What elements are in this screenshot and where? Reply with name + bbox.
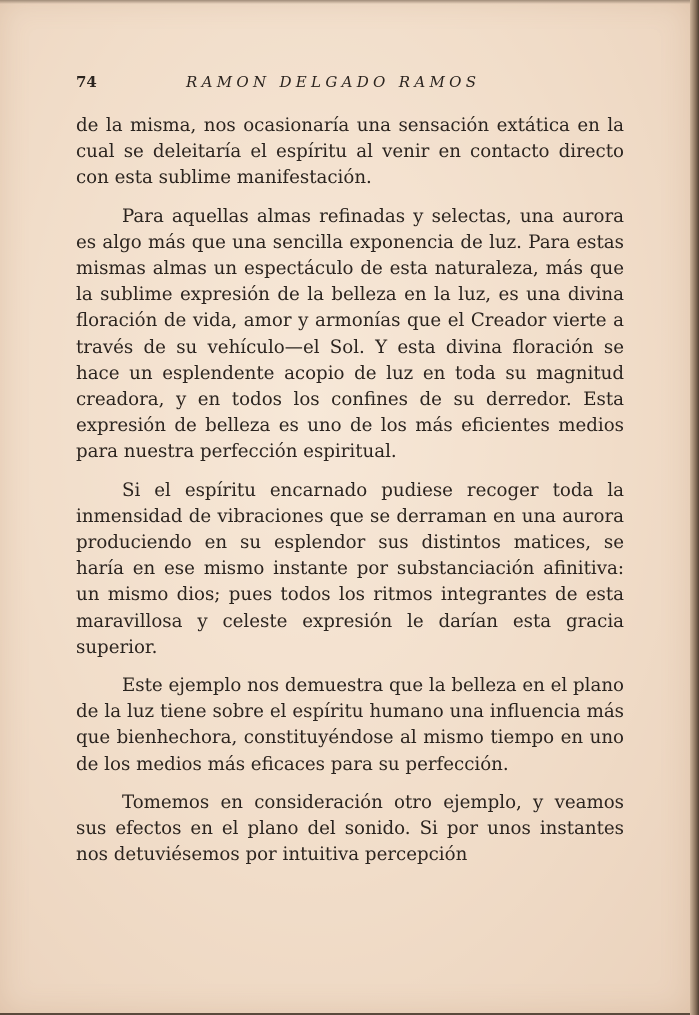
paragraph: Para aquellas almas refinadas y selectas, una aurora es algo más que una sencilla exponencia de luz. Para estas mismas almas un espectáculo de esta naturaleza, más que la sublime expresión de la belleza en la luz, es una divina floración de vida, amor y armonías que el Creador vierte a través de su vehículo—el Sol. Y esta divina floración se hace un esplendente acopio de luz en toda su magnitud creadora, y en todos los confines de su derredor. Esta expresión de belleza es uno de los más eficientes medios para nuestra perfección espiritual. <box>76 205 624 463</box>
paragraph: de la misma, nos ocasionaría una sensación extática en la cual se deleitaría el espíritu al venir en contacto directo con esta sublime manifestación. <box>76 115 624 189</box>
running-title: RAMON DELGADO RAMOS <box>186 73 481 91</box>
running-head <box>76 73 624 97</box>
paragraph: Si el espíritu encarnado pudiese recoger toda la inmensidad de vibraciones que se derraman en una aurora produciendo en su esplendor sus distintos matices, se haría en ese mismo instante por substanciación afinitiva: un mismo dios; pues todos los ritmos integrantes de esta maravillosa y celeste expresión le darían esta gracia superior. <box>76 479 624 658</box>
body-text <box>76 113 624 880</box>
page-number: 74 <box>76 73 97 91</box>
paragraph: Este ejemplo nos demuestra que la belleza en el plano de la luz tiene sobre el espíritu humano una influencia más que bienhechora, constituyéndose al mismo tiempo en uno de los medios más eficaces para su perfección. <box>76 675 624 775</box>
paragraph: Tomemos en consideración otro ejemplo, y veamos sus efectos en el plano del sonido. Si por unos instantes nos detuviésemos por intuitiva percepción <box>76 791 624 866</box>
page-edge-shadow <box>690 0 699 1015</box>
page-top-edge <box>0 0 690 4</box>
